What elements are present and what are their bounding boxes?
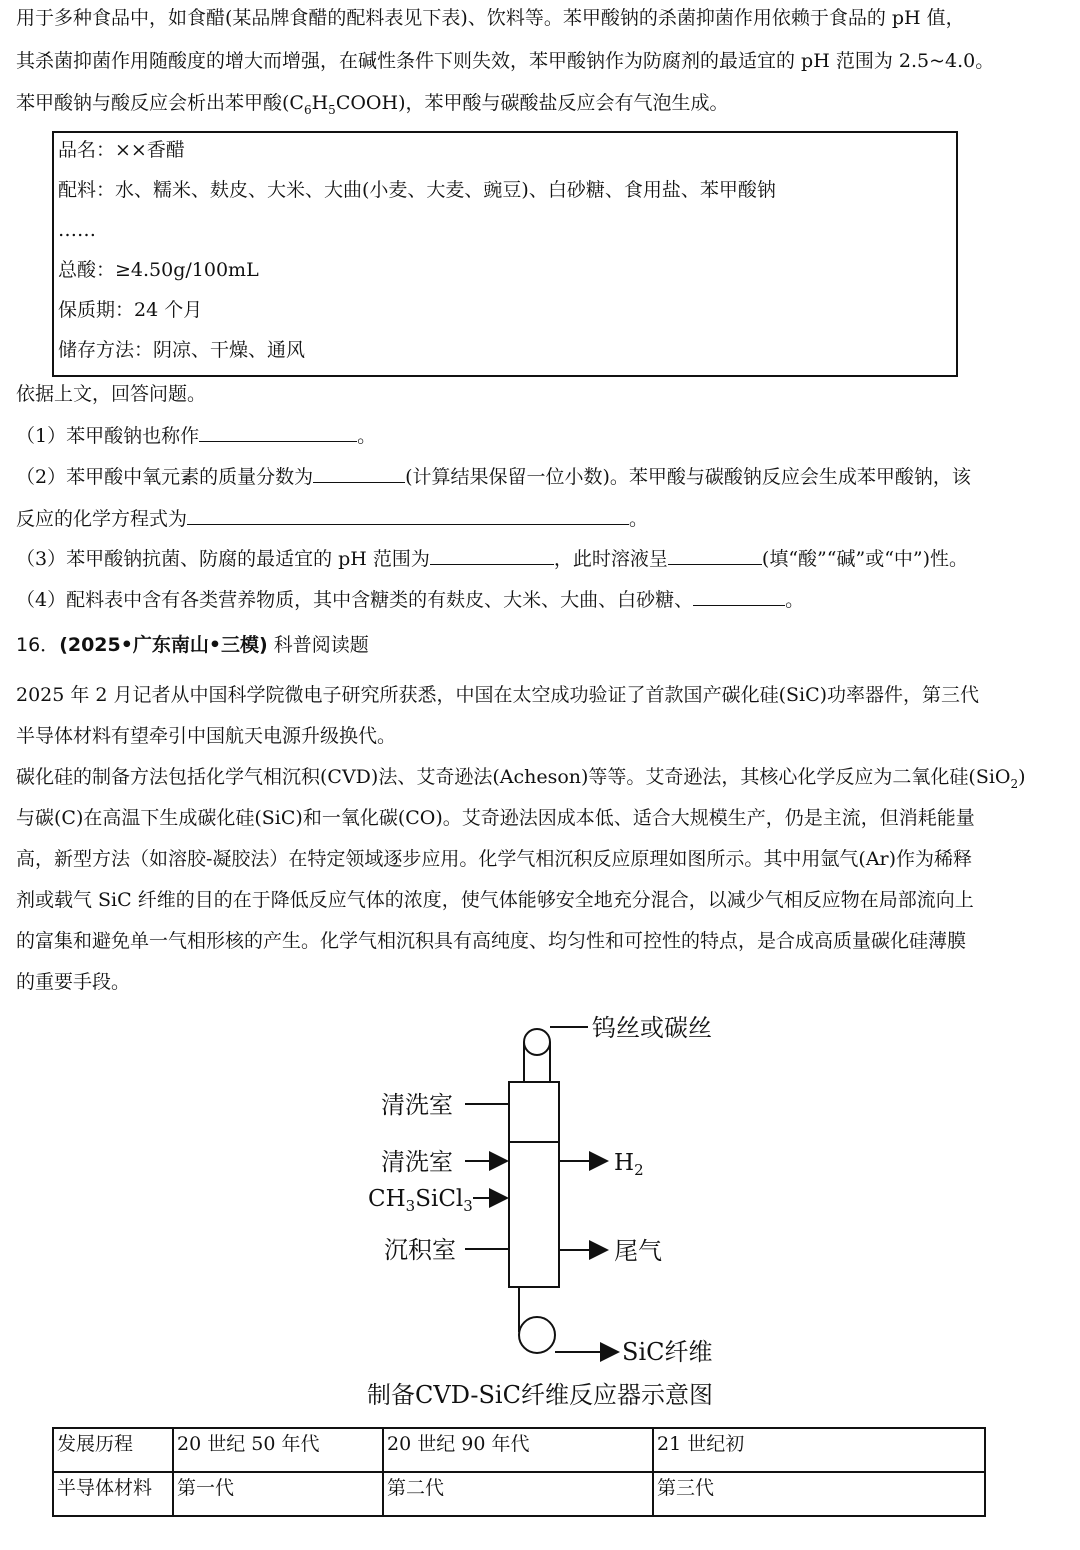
intro-line-1: 用于多种食品中，如食醋(某品牌食醋的配料表见下表)、饮料等。苯甲酸钠的杀菌抑菌作用依赖于食品的 pH 值， [16, 7, 965, 29]
question-text: 。 [629, 508, 649, 530]
product-label: SiC纤维 [622, 1338, 713, 1366]
answer-blank[interactable] [313, 464, 405, 483]
question-text: (计算结果保留一位小数)。苯甲酸与碳酸钠反应会生成苯甲酸钠，该 [405, 466, 971, 488]
subscript: 5 [328, 102, 336, 117]
passage-text: ) [1018, 766, 1026, 788]
table-cell: 第一代 [173, 1472, 383, 1516]
passage-line-2: 半导体材料有望牵引中国航天电源升级换代。 [16, 725, 397, 747]
table-cell: 21 世纪初 [653, 1428, 985, 1472]
label-name: 品名：××香醋 [58, 139, 185, 161]
question-source: (2025•广东南山•三模) [59, 634, 268, 656]
question-text: （2）苯甲酸中氧元素的质量分数为 [16, 466, 314, 488]
exhaust-label: 尾气 [614, 1237, 662, 1265]
table-cell: 发展历程 [53, 1428, 173, 1472]
deposition-room-label: 沉积室 [384, 1236, 456, 1264]
table-cell: 第二代 [383, 1472, 653, 1516]
passage-text: 碳化硅的制备方法包括化学气相沉积(CVD)法、艾奇逊法(Acheson)等等。艾奇逊法，其核心化学反应为二氧化硅(SiO [16, 766, 1011, 788]
passage-line-8: 的重要手段。 [16, 971, 131, 993]
label-storage: 储存方法：阴凉、干燥、通风 [58, 339, 306, 361]
h2-label [614, 1150, 644, 1179]
label-ingredients: 配料：水、糯米、麸皮、大米、大曲(小麦、大麦、豌豆)、白砂糖、食用盐、苯甲酸钠 [58, 179, 776, 201]
question-1 [16, 423, 376, 449]
passage-line-4: 与碳(C)在高温下生成碳化硅(SiC)和一氧化碳(CO)。艾奇逊法因成本低、适合大规模生产，仍是主流，但消耗能量 [16, 807, 975, 829]
top-spool [524, 1029, 550, 1055]
question-type: 科普阅读题 [267, 634, 369, 656]
question-text: ，此时溶液呈 [553, 548, 668, 570]
semiconductor-history-table [52, 1427, 986, 1517]
question-text: 。 [785, 589, 805, 611]
subscript: 6 [303, 102, 312, 117]
questions-lead: 依据上文，回答问题。 [16, 383, 207, 405]
passage-line-3 [16, 764, 1026, 790]
label-shelf-life: 保质期：24 个月 [58, 299, 203, 321]
clean-room-1-label: 清洗室 [381, 1091, 453, 1119]
passage-line-1: 2025 年 2 月记者从中国科学院微电子研究所获悉，中国在太空成功验证了首款国产碳化硅(SiC)功率器件，第三代 [16, 684, 980, 706]
intro-text: COOH)，苯甲酸与碳酸盐反应会有气泡生成。 [335, 92, 729, 114]
formula-subscript: 3 [463, 1197, 473, 1215]
question-4 [16, 587, 804, 613]
table-cell: 半导体材料 [53, 1472, 173, 1516]
formula-subscript: 2 [634, 1161, 644, 1179]
answer-blank[interactable] [430, 546, 554, 565]
passage-line-6: 剂或载气 SiC 纤维的目的在于降低反应气体的浓度，使气体能够安全地充分混合，以减少气相反应物在局部流向上 [16, 889, 974, 911]
question-text: (填“酸”“碱”或“中”)性。 [761, 548, 969, 570]
table-cell: 20 世纪 90 年代 [383, 1428, 653, 1472]
intro-line-3 [16, 90, 729, 116]
label-total-acid: 总酸：≥4.50g/100mL [58, 259, 259, 281]
label-ellipsis: …… [58, 219, 96, 241]
reactor-tube [509, 1082, 559, 1287]
answer-blank[interactable] [187, 506, 629, 525]
table-row [53, 1428, 985, 1472]
precursor-label [368, 1186, 473, 1215]
answer-blank[interactable] [668, 546, 762, 565]
diagram-caption: 制备CVD-SiC纤维反应器示意图 [367, 1381, 713, 1409]
intro-line-2: 其杀菌抑菌作用随酸度的增大而增强，在碱性条件下则失效，苯甲酸钠作为防腐剂的最适宜的 pH 范围为 2.5~4.0。 [16, 50, 995, 72]
table-cell: 第三代 [653, 1472, 985, 1516]
intro-text: 苯甲酸钠与酸反应会析出苯甲酸(C [16, 92, 304, 114]
cvd-reactor-diagram [360, 1005, 740, 1415]
formula-subscript: 3 [405, 1197, 416, 1215]
question-text: （3）苯甲酸钠抗菌、防腐的最适宜的 pH 范围为 [16, 548, 430, 570]
intro-text: H [311, 92, 329, 114]
question-text: 。 [357, 425, 377, 447]
formula-part: CH [368, 1186, 406, 1212]
question-16-header [16, 632, 369, 658]
vinegar-label-box [52, 131, 958, 377]
formula-part: H [614, 1150, 635, 1176]
clean-room-2-label: 清洗室 [381, 1148, 453, 1176]
table-row [53, 1472, 985, 1516]
answer-blank[interactable] [693, 587, 785, 606]
question-2-cont [16, 506, 648, 532]
passage-line-5: 高，新型方法（如溶胶-凝胶法）在特定领域逐步应用。化学气相沉积反应原理如图所示。其中用氩气(Ar)作为稀释 [16, 848, 973, 870]
question-3 [16, 546, 968, 572]
question-text: （1）苯甲酸钠也称作 [16, 425, 200, 447]
question-2 [16, 464, 971, 490]
question-text: 反应的化学方程式为 [16, 508, 188, 530]
bottom-spool [519, 1317, 555, 1353]
question-number: 16． [16, 634, 60, 656]
subscript: 2 [1010, 776, 1019, 791]
answer-blank[interactable] [199, 423, 357, 442]
wire-label: 钨丝或碳丝 [592, 1014, 712, 1042]
question-text: （4）配料表中含有各类营养物质，其中含糖类的有麸皮、大米、大曲、白砂糖、 [16, 589, 694, 611]
formula-part: SiCl [415, 1186, 464, 1212]
table-cell: 20 世纪 50 年代 [173, 1428, 383, 1472]
passage-line-7: 的富集和避免单一气相形核的产生。化学气相沉积具有高纯度、均匀性和可控性的特点，是合成高质量碳化硅薄膜 [16, 930, 967, 952]
